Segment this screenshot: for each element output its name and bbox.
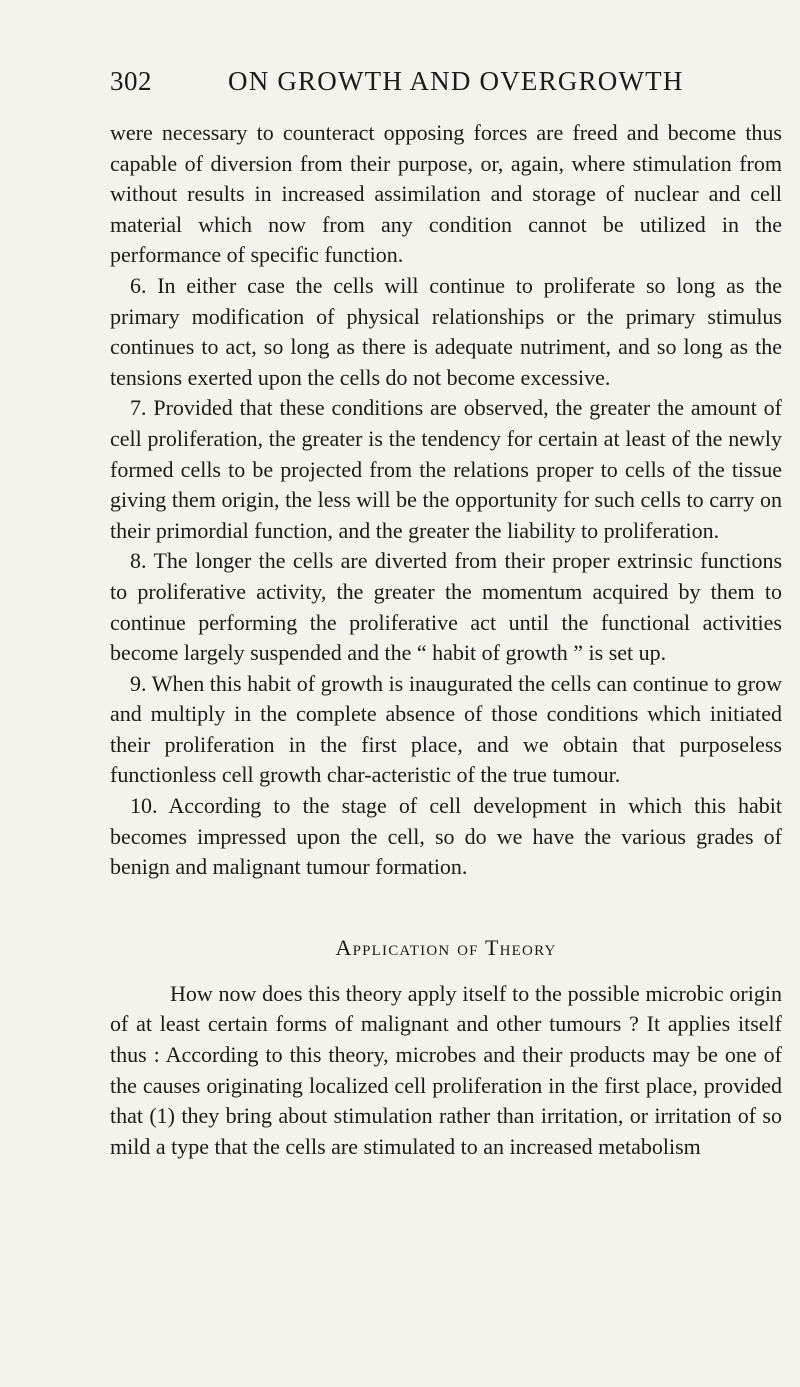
body-text: [110, 118, 782, 1162]
section-heading: Application of Theory: [335, 934, 557, 960]
page-number: 302: [110, 66, 152, 96]
paragraph-continued: were necessary to counteract opposing forces are freed and become thus capable of diversion from their purpose, or, again, where stimulation from without results in increased assimilation and storage of nuclear and cell material which now from any condition cannot be utilized in the performance of specific function.: [110, 120, 782, 268]
running-head: [110, 66, 780, 106]
paragraph-6: 6. In either case the cells will continue to proliferate so long as the primary modification of physical relationships or the primary stimulus continues to act, so long as there is adequate nutriment, and so long as the tensions exerted upon the cells do not become excessive.: [110, 272, 782, 390]
section-paragraph: How now does this theory apply itself to the possible microbic origin of at least certain forms of malignant and other tumours ? It applies itself thus : According to this theory, microbes and their products may be one of the causes originating localized cell proliferation in the first place, provided that (1) they bring about stimulation rather than irritation, or irritation of so mild a type that the cells are stimulated to an increased metabolism: [110, 980, 782, 1159]
paragraph-8: 8. The longer the cells are diverted from their proper extrinsic functions to proliferative activity, the greater the momentum acquired by them to continue performing the proliferative act until the functional activities become largely suspended and the “ habit of growth ” is set up.: [110, 548, 782, 666]
running-title: ON GROWTH AND OVERGROWTH: [228, 66, 684, 96]
paragraph-9: 9. When this habit of growth is inaugurated the cells can continue to grow and multiply in the complete absence of those conditions which initiated their proliferation in the first place, and we obtain that purposeless functionless cell growth char-acteristic of the true tumour.: [110, 670, 782, 788]
paragraph-10: 10. According to the stage of cell development in which this habit becomes impressed upon the cell, so do we have the various grades of benign and malignant tumour formation.: [110, 793, 782, 880]
paragraph-7: 7. Provided that these conditions are observed, the greater the amount of cell proliferation, the greater is the tendency for certain at least of the newly formed cells to be projected from the relations proper to cells of the tissue giving them origin, the less will be the opportunity for such cells to carry on their primordial function, and the greater the liability to proliferation.: [110, 395, 782, 543]
